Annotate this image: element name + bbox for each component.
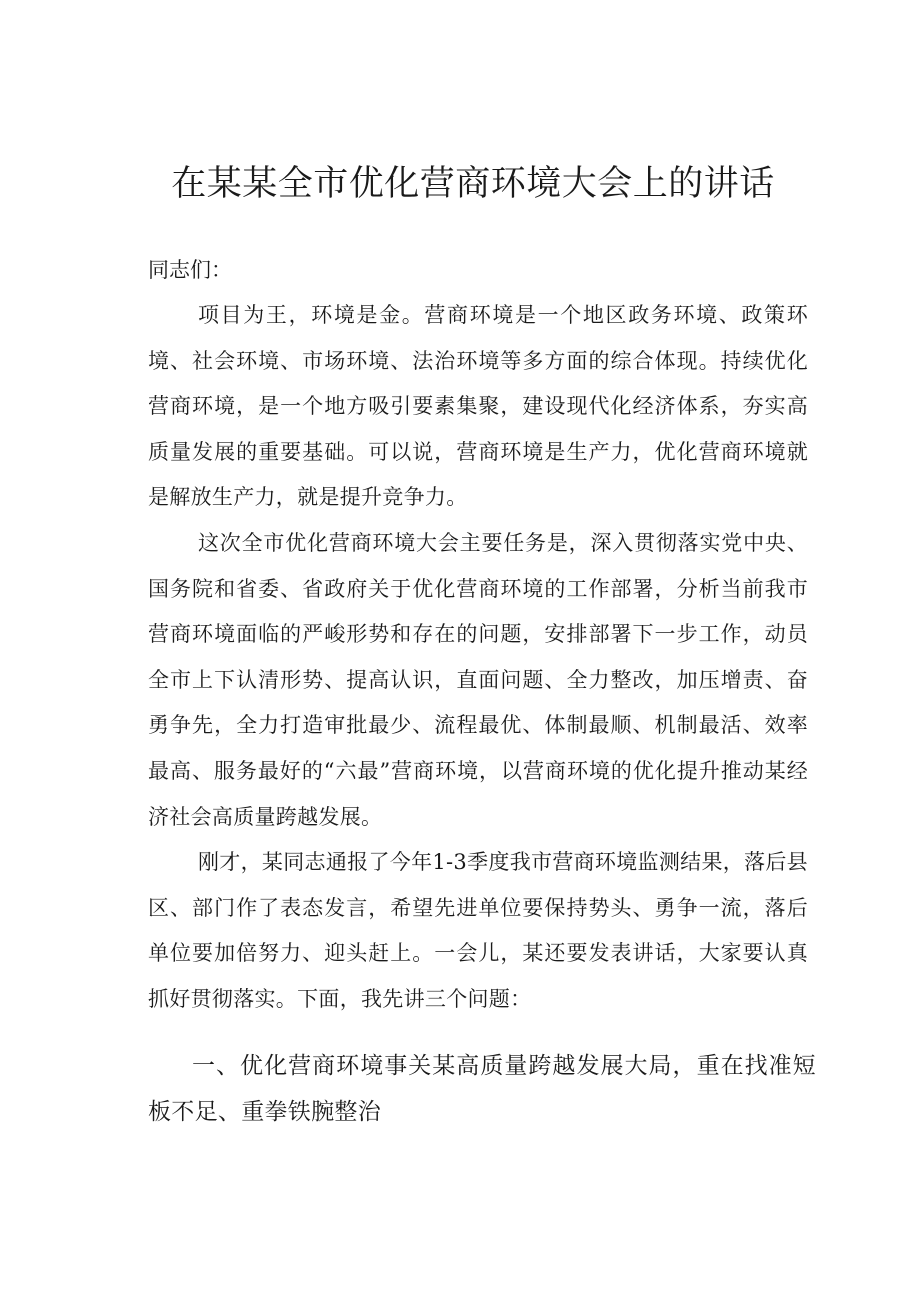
salutation: 同志们：	[148, 258, 232, 282]
section-heading-1: 一、优化营商环境事关某高质量跨越发展大局，重在找准短板不足、重拳铁腕整治	[148, 1052, 816, 1125]
paragraph-1: 项目为王，环境是金。营商环境是一个地区政务环境、政策环境、社会环境、市场环境、法治环境等多方面的综合体现。持续优化营商环境，是一个地方吸引要素集聚，建设现代化经济体系，夯实高质量发展的重要基础。可以说，营商环境是生产力，优化营商环境就是解放生产力，就是提升竞争力。	[148, 303, 808, 510]
document-title: 在某某全市优化营商环境大会上的讲话	[171, 164, 775, 204]
paragraph-3: 刚才，某同志通报了今年1-3季度我市营商环境监测结果，落后县区、部门作了表态发言，希望先进单位要保持势头、勇争一流，落后单位要加倍努力、迎头赶上。一会儿，某还要发表讲话，大家要认真抓好贯彻落实。下面，我先讲三个问题：	[148, 850, 808, 1011]
paragraph-2: 这次全市优化营商环境大会主要任务是，深入贯彻落实党中央、国务院和省委、省政府关于优化营商环境的工作部署，分析当前我市营商环境面临的严峻形势和存在的问题，安排部署下一步工作，动员全市上下认清形势、提高认识，直面问题、全力整改，加压增责、奋勇争先，全力打造审批最少、流程最优、体制最顺、机制最活、效率最高、服务最好的“六最”营商环境，以营商环境的优化提升推动某经济社会高质量跨越发展。	[148, 530, 808, 829]
